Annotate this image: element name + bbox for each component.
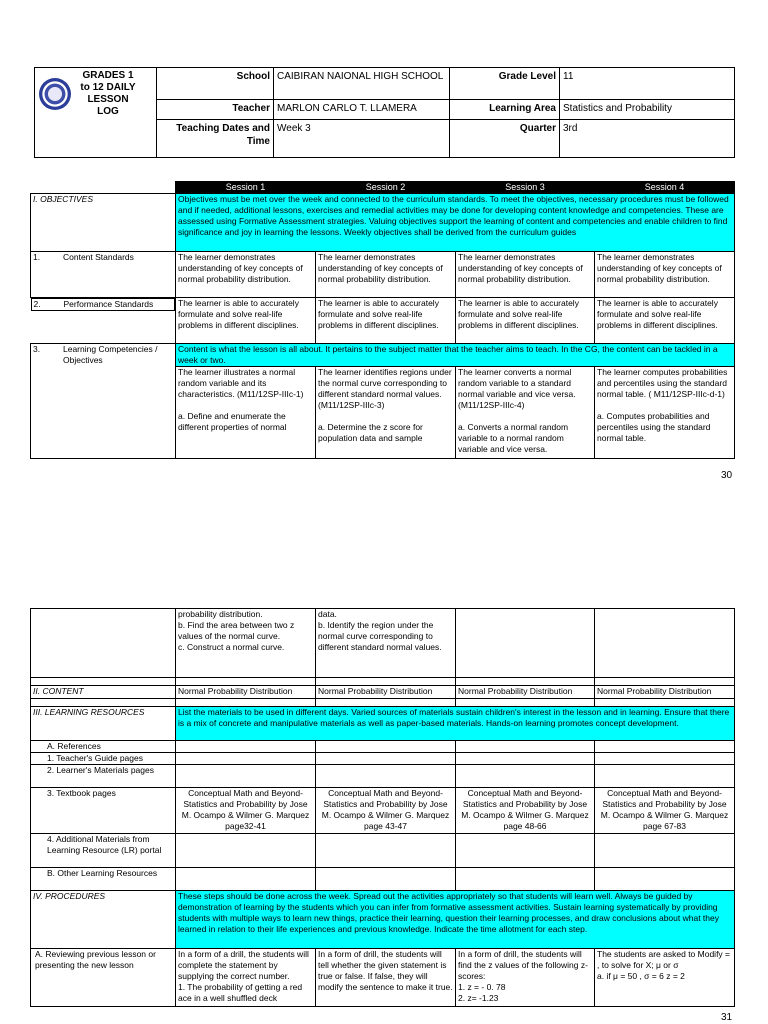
other-resources-label: B. Other Learning Resources xyxy=(31,868,176,891)
objectives-table xyxy=(30,181,735,459)
content-session-3: Normal Probability Distribution xyxy=(456,686,595,699)
additional-materials-label: 4. Additional Materials from Learning Resource (LR) portal xyxy=(31,834,176,868)
performance-standards-label: 2. Performance Standards xyxy=(31,298,176,311)
header-table xyxy=(34,67,735,158)
session-2-header: Session 2 xyxy=(316,182,456,194)
deped-seal-icon xyxy=(39,78,71,110)
reviewing-label: A. Reviewing previous lesson or presenting the new lesson xyxy=(31,949,176,1007)
ps-session-2: The learner is able to accurately formulate and solve real-life problems in different disciplines. xyxy=(316,298,456,344)
cs-session-2: The learner demonstrates understanding of key concepts of normal probability distribution. xyxy=(316,252,456,298)
textbook-pages-label: 3. Textbook pages xyxy=(31,788,176,834)
teachers-guide-label: 1. Teacher's Guide pages xyxy=(31,753,176,765)
area-value: Statistics and Probability xyxy=(560,100,735,120)
teacher-label: Teacher xyxy=(157,100,274,120)
rev-session-3: In a form of drill, the students will find the z values of the following z-scores: 1. z = - 0. 78 2. z= -1.23 xyxy=(456,949,595,1007)
learning-resources-label: III. LEARNING RESOURCES xyxy=(31,707,176,741)
cont-session-4 xyxy=(595,609,735,678)
competencies-note: Content is what the lesson is all about. It pertains to the subject matter that the teacher aims to teach. In the CG, the content can be tackled in a week or two. xyxy=(176,344,735,367)
lc-session-3: The learner converts a normal random variable to a standard normal variable and vice versa. (M11/12SP-IIIc-4) a. Converts a normal random variable to a normal random variable and vice versa. xyxy=(456,367,595,459)
cont-session-3 xyxy=(456,609,595,678)
content-session-4: Normal Probability Distribution xyxy=(595,686,735,699)
tb-session-2: Conceptual Math and Beyond-Statistics and Probability by Jose M. Ocampo & Wilmer G. Marquez page 43-47 xyxy=(316,788,456,834)
session-3-header: Session 3 xyxy=(456,182,595,194)
learning-competencies-label: 3. Learning Competencies / Objectives xyxy=(31,344,176,459)
quarter-label: Quarter xyxy=(450,120,560,158)
procedures-note: These steps should be done across the week. Spread out the activities appropriately so that students will learn well. Always be guided by demonstration of learning by the students which you can infer from formative assessment activities. Sustain learning systematically by providing students with multiple ways to learn new things, practice their learning, question their learning processes, and draw conclusions about what they learned in relation to their life experiences and previous knowledge. Indicate the time allotment for each step. xyxy=(176,891,735,949)
page-number: 31 xyxy=(721,1012,733,1023)
school-label: School xyxy=(157,68,274,100)
content-session-1: Normal Probability Distribution xyxy=(176,686,316,699)
ps-session-1: The learner is able to accurately formulate and solve real-life problems in different disciplines. xyxy=(176,298,316,344)
cs-session-4: The learner demonstrates understanding of key concepts of normal probability distribution. xyxy=(595,252,735,298)
dates-label: Teaching Dates and Time xyxy=(157,120,274,158)
lc-session-2: The learner identifies regions under the normal curve corresponding to different standard normal values. (M11/12SP-IIIc-3) a. Determine the z score for population data and sample xyxy=(316,367,456,459)
logo-cell xyxy=(35,68,157,158)
page-number: 30 xyxy=(721,470,733,481)
dates-value: Week 3 xyxy=(274,120,450,158)
objectives-note: Objectives must be met over the week and connected to the curriculum standards. To meet the objectives, necessary procedures must be followed and if needed, additional lessons, exercises and remedial activities may be done for developing content knowledge and competencies. These are assessed using Formative Assessment strategies. Valuing objectives support the learning of content and competencies and enable children to find significance and joy in learning the lessons. Weekly objectives shall be derived from the curriculum guides xyxy=(176,194,735,252)
lc-session-4: The learner computes probabilities and percentiles using the standard normal table. ( M11/12SP-IIIc-d-1) a. Computes probabilities and percentiles using the standard normal table. xyxy=(595,367,735,459)
cont-session-2: data. b. Identify the region under the normal curve corresponding to different standard normal values. xyxy=(316,609,456,678)
ps-session-3: The learner is able to accurately formulate and solve real-life problems in different disciplines. xyxy=(456,298,595,344)
tb-session-1: Conceptual Math and Beyond-Statistics and Probability by Jose M. Ocampo & Wilmer G. Marquez page32-41 xyxy=(176,788,316,834)
school-value: CAIBIRAN NAIONAL HIGH SCHOOL xyxy=(274,68,450,100)
content-label: II. CONTENT xyxy=(31,686,176,699)
area-label: Learning Area xyxy=(450,100,560,120)
procedures-label: IV. PROCEDURES xyxy=(31,891,176,949)
session-1-header: Session 1 xyxy=(176,182,316,194)
session-4-header: Session 4 xyxy=(595,182,735,194)
procedures-table xyxy=(30,608,735,1007)
teacher-value: MARLON CARLO T. LLAMERA xyxy=(274,100,450,120)
cs-session-1: The learner demonstrates understanding of key concepts of normal probability distribution. xyxy=(176,252,316,298)
learners-materials-label: 2. Learner's Materials pages xyxy=(31,765,176,788)
ps-session-4: The learner is able to accurately formulate and solve real-life problems in different disciplines. xyxy=(595,298,735,344)
grade-label: Grade Level xyxy=(450,68,560,100)
continuation-label xyxy=(31,609,176,678)
content-standards-label: 1. Content Standards xyxy=(31,252,176,298)
lc-session-1: The learner illustrates a normal random variable and its characteristics. (M11/12SP-IIIc-1) a. Define and enumerate the different properties of normal xyxy=(176,367,316,459)
references-label: A. References xyxy=(31,741,176,753)
rev-session-4: The students are asked to Modify = , to solve for X; μ or σ a. if μ = 50 , σ = 6 z = 2 xyxy=(595,949,735,1007)
log-title: GRADES 1 to 12 DAILY LESSON LOG xyxy=(80,70,136,117)
tb-session-4: Conceptual Math and Beyond-Statistics and Probability by Jose M. Ocampo & Wilmer G. Marquez page 67-83 xyxy=(595,788,735,834)
cont-session-1: probability distribution. b. Find the area between two z values of the normal curve. c. Construct a normal curve. xyxy=(176,609,316,678)
content-session-2: Normal Probability Distribution xyxy=(316,686,456,699)
quarter-value: 3rd xyxy=(560,120,735,158)
learning-resources-note: List the materials to be used in different days. Varied sources of materials sustain children's interest in the lesson and in learning. Ensure that there is a mix of concrete and manipulative materials as well as paper-based materials. Hands-on learning promotes concept development. xyxy=(176,707,735,741)
objectives-label: I. OBJECTIVES xyxy=(31,194,176,252)
grade-value: 11 xyxy=(560,68,735,100)
rev-session-1: In a form of a drill, the students will complete the statement by supplying the correct number. 1. The probability of getting a red ace in a well shuffled deck xyxy=(176,949,316,1007)
rev-session-2: In a form of drill, the students will tell whether the given statement is true or false. If false, they will modify the sentence to make it true. xyxy=(316,949,456,1007)
cs-session-3: The learner demonstrates understanding of key concepts of normal probability distribution. xyxy=(456,252,595,298)
tb-session-3: Conceptual Math and Beyond-Statistics and Probability by Jose M. Ocampo & Wilmer G. Marquez page 48-66 xyxy=(456,788,595,834)
